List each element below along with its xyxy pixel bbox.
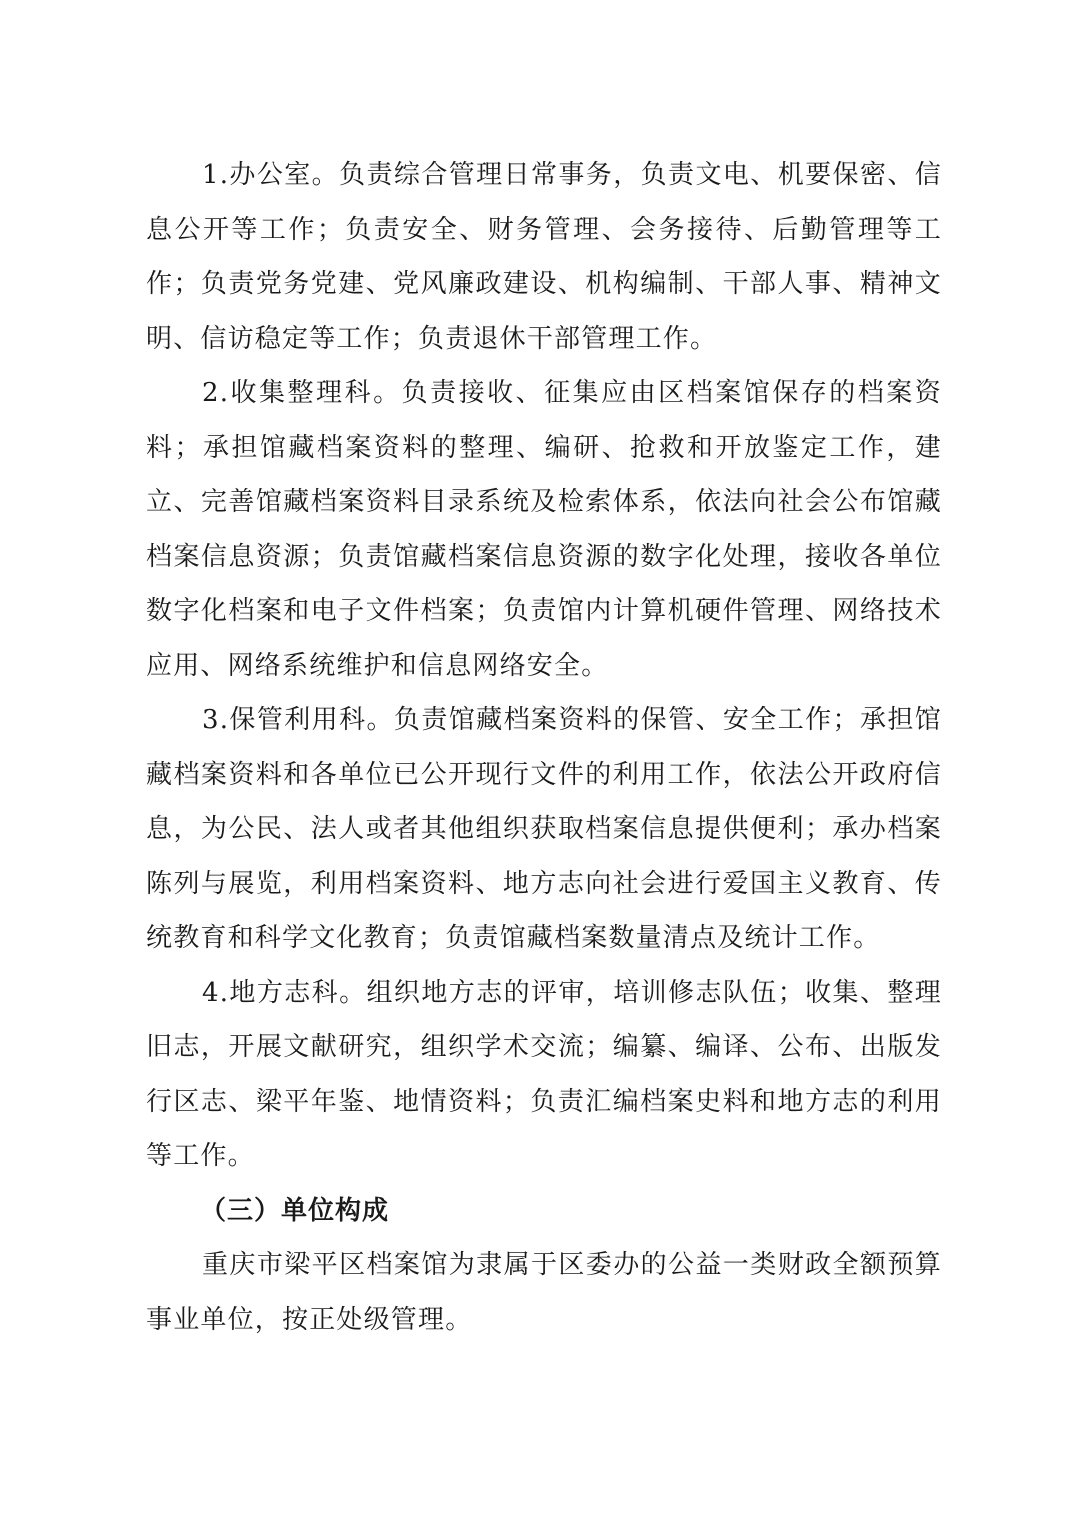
paragraph-collection-department: 2.收集整理科。负责接收、征集应由区档案馆保存的档案资料；承担馆藏档案资料的整理、编研、抢救和开放鉴定工作，建立、完善馆藏档案资料目录系统及检索体系，依法向社会公布馆藏档案信息资源；负责馆藏档案信息资源的数字化处理，接收各单位数字化档案和电子文件档案；负责馆内计算机硬件管理、网络技术应用、网络系统维护和信息网络安全。 — [146, 378, 942, 681]
paragraph-local-chronicles-department: 4.地方志科。组织地方志的评审，培训修志队伍；收集、整理旧志，开展文献研究，组织学术交流；编纂、编译、公布、出版发行区志、梁平年鉴、地情资料；负责汇编档案史料和地方志的利用等工作。 — [146, 977, 942, 1171]
section-heading-unit-composition: （三）单位构成 — [200, 1195, 390, 1226]
document-page — [146, 148, 942, 1347]
paragraph-unit-composition: 重庆市梁平区档案馆为隶属于区委办的公益一类财政全额预算事业单位，按正处级管理。 — [146, 1250, 942, 1335]
paragraph-custody-department: 3.保管利用科。负责馆藏档案资料的保管、安全工作；承担馆藏档案资料和各单位已公开现行文件的利用工作，依法公开政府信息，为公民、法人或者其他组织获取档案信息提供便利；承办档案陈列与展览，利用档案资料、地方志向社会进行爱国主义教育、传统教育和科学文化教育；负责馆藏档案数量清点及统计工作。 — [146, 705, 942, 953]
paragraph-office: 1.办公室。负责综合管理日常事务，负责文电、机要保密、信息公开等工作；负责安全、财务管理、会务接待、后勤管理等工作；负责党务党建、党风廉政建设、机构编制、干部人事、精神文明、信访稳定等工作；负责退休干部管理工作。 — [146, 160, 942, 354]
